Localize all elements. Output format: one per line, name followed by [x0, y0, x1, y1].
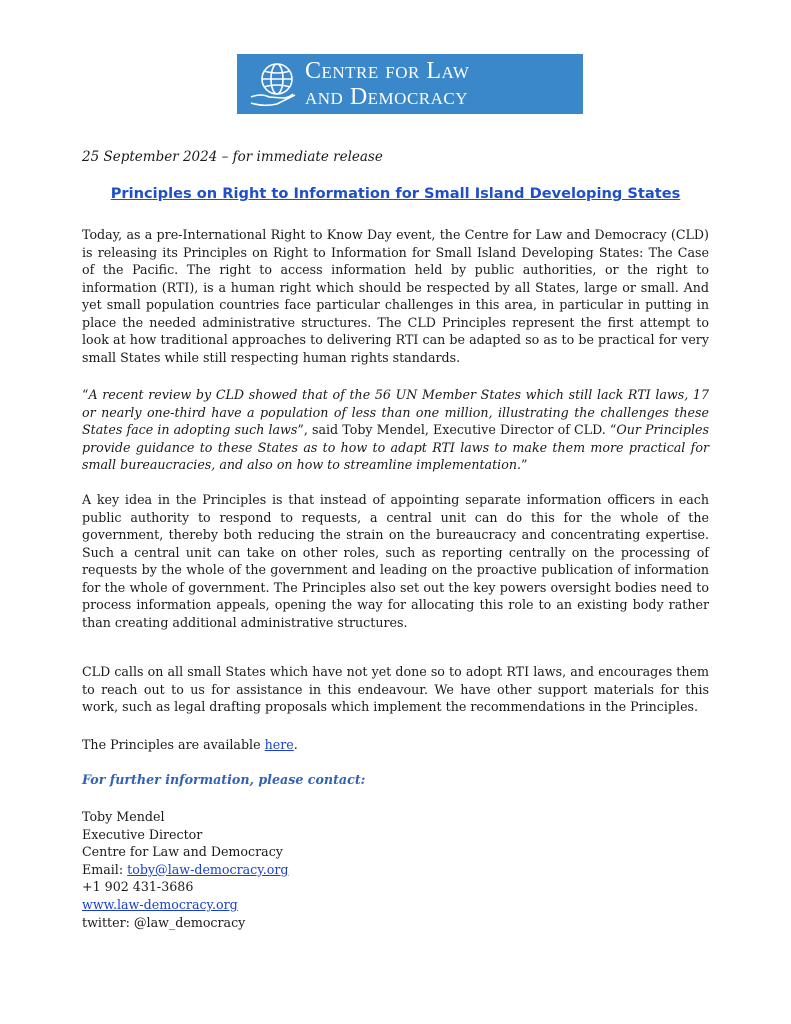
quote-attribution: ”, said Toby Mendel, Executive Director of CLD. “ [297, 422, 617, 437]
availability-suffix: . [293, 737, 298, 752]
contact-name: Toby Mendel [82, 809, 165, 824]
email-label: Email: [82, 861, 128, 877]
paragraph-call: CLD calls on all small States which have not yet done so to adopt RTI laws, and encourages them to reach out to us for assistance in this endeavour. We have other support materials for this work, such as legal drafting proposals which implement the recommendations in the Principles. [82, 664, 709, 714]
page-title: Principles on Right to Information for Small Island Developing States [110, 185, 681, 202]
contact-block [82, 808, 289, 931]
availability-prefix: The Principles are available [82, 737, 265, 752]
website-link[interactable]: www.law-democracy.org [82, 896, 238, 912]
globe-in-hand-icon [247, 57, 301, 111]
quote-part-2: Our Principles provide guidance to these States as to how to adapt RTI laws to make them more practical for small bureaucracies, and also on how to streamline implementation. [82, 422, 710, 472]
contact-org: Centre for Law and Democracy [82, 844, 283, 860]
organization-logo [237, 54, 583, 114]
email-link[interactable]: toby@law-democracy.org [127, 861, 289, 877]
logo-line-1: Centre for Law [305, 58, 470, 84]
principles-link[interactable]: here [264, 737, 294, 752]
availability-line [82, 737, 298, 752]
paragraph-quote: “A recent review by CLD showed that of the 56 UN Member States which still lack RTI laws, 17 or nearly one-third have a population of less than one million, illustrating the challenges these States face in adopting such laws”, said Toby Mendel, Executive Director of CLD. “Our Principles provide guidance to these States as to how to adapt RTI laws to make them more practical for small bureaucracies, and also on how to streamline implementation.” [82, 387, 710, 472]
contact-role: Executive Director [82, 826, 203, 842]
contact-twitter: twitter: @law_democracy [82, 914, 246, 930]
contact-phone: +1 902 431-3686 [82, 879, 194, 895]
contact-email-line [82, 861, 289, 879]
logo-line-2: and Democracy [305, 84, 469, 110]
contact-heading: For further information, please contact: [82, 772, 366, 787]
release-date: 25 September 2024 – for immediate release [82, 149, 383, 165]
paragraph-intro: Today, as a pre-International Right to Know Day event, the Centre for Law and Democracy (CLD) is releasing its Principles on Right to Information for Small Island Developing States: The Case of the Pacific. The right to access information held by public authorities, or the right to information (RTI), is a human right which should be respected by all States, large or small. And yet small population countries face particular challenges in this area, in particular in putting in place the needed administrative structures. The CLD Principles represent the first attempt to look at how traditional approaches to delivering RTI can be adapted so as to be practical for very small States while still respecting human rights standards. [82, 227, 709, 365]
quote-part-1: A recent review by CLD showed that of the 56 UN Member States which still lack RTI laws, 17 or nearly one-third have a population of less than one million, illustrating the challenges these States face in adopting such laws [82, 387, 709, 437]
paragraph-key-idea: A key idea in the Principles is that instead of appointing separate information officers in each public authority to respond to requests, a central unit can do this for the whole of the government, thereby both reducing the strain on the bureaucracy and concentrating expertise. Such a central unit can take on other roles, such as reporting centrally on the processing of requests by the whole of the government and leading on the proactive publication of information for the whole of government. The Principles also set out the key powers oversight bodies need to process information appeals, opening the way for allocating this role to an existing body rather than creating additional administrative structures. [82, 492, 709, 630]
website-line [82, 896, 289, 914]
